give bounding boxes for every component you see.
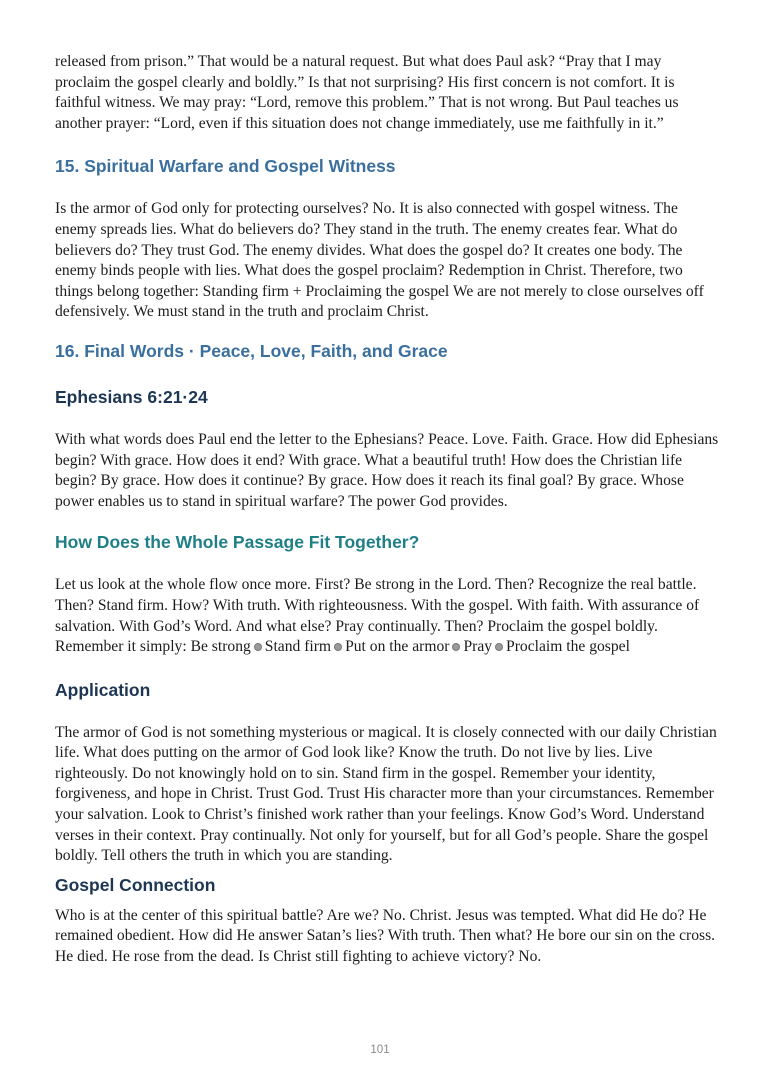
- paragraph-final-words: With what words does Paul end the letter to the Ephesians? Peace. Love. Faith. Grace. How did Ephesians begin? With grace. How does it end? With grace. What a beautiful truth! How does the Christian life begin? By grace. How does it continue? By grace. How does it reach its final goal? By grace. Whose power enables us to stand in spiritual warfare? The power God provides.: [55, 430, 719, 510]
- paragraph-prison-prayer: released from prison.” That would be a natural request. But what does Paul ask? “Pray that I may proclaim the gospel clearly and boldly.” Is that not surprising? His first concern is not comfort. It is faithful witness. We may pray: “Lord, remove this problem.” That is not wrong. But Paul teaches us another prayer: “Lord, even if this situation does not change immediately, use me faithfully in it.”: [55, 53, 679, 132]
- page-number: 101: [370, 1044, 390, 1056]
- flow-step-1: Be strong: [190, 638, 251, 656]
- paragraph-whole-passage: [55, 575, 720, 657]
- flow-step-4: Pray: [463, 638, 493, 656]
- paragraph-spiritual-warfare: Is the armor of God only for protecting ourselves? No. It is also connected with gospel witness. The enemy spreads lies. What do believers do? They stand in the truth. The enemy creates fear. What do believers do? They trust God. The enemy divides. What does the gospel do? It creates one body. The enemy binds people with lies. What does the gospel proclaim? Redemption in Christ. Therefore, two things belong together: Standing firm + Proclaiming the gospel We are not merely to close ourselves off defensively. We must stand in the truth and proclaim Christ.: [55, 200, 704, 321]
- paragraph-gospel-connection: Who is at the center of this spiritual battle? Are we? No. Christ. Jesus was tempted. What did He do? He remained obedient. How did He answer Satan’s lies? With truth. Then what? He bore our sin on the cross. He died. He rose from the dead. Is Christ still fighting to achieve victory? No.: [55, 906, 716, 966]
- bullet-icon: [334, 643, 342, 651]
- paragraph-application: The armor of God is not something mysterious or magical. It is closely connected with our daily Christian life. What does putting on the armor of God look like? Know the truth. Do not live by lies. Live righteously. Do not knowingly hold on to sin. Stand firm in the gospel. Remember your identity, forgiveness, and hope in Christ. Trust God. Trust His character more than your circumstances. Remember your salvation. Look to Christ’s finished work rather than your feelings. Know God’s Word. Understand verses in their context. Pray continually. Not only for yourself, but for all God’s people. Share the gospel boldly. Tell others the truth in which you are standing.: [55, 723, 717, 865]
- flow-step-5: Proclaim the gospel: [506, 638, 630, 656]
- flow-step-3: Put on the armor: [345, 638, 450, 656]
- heading-section-16: 16. Final Words · Peace, Love, Faith, and Grace: [55, 340, 448, 361]
- heading-application: Application: [55, 679, 151, 700]
- page-body: [55, 52, 720, 968]
- heading-section-15: 15. Spiritual Warfare and Gospel Witness: [55, 156, 396, 177]
- heading-gospel-connection: Gospel Connection: [55, 874, 216, 895]
- whole-passage-intro: Let us look at the whole flow once more. First? Be strong in the Lord. Then? Recognize the real battle. Then? Stand firm. How? With truth. With righteousness. With the gospel. With faith. With assurance of salvation. With God’s Word. And what else? Pray continually. Then? Proclaim the gospel boldly. Remember it simply:: [55, 576, 700, 656]
- bullet-icon: [254, 643, 262, 651]
- bullet-icon: [495, 643, 503, 651]
- bullet-icon: [452, 643, 460, 651]
- flow-step-2: Stand firm: [264, 638, 332, 656]
- heading-whole-passage: How Does the Whole Passage Fit Together?: [55, 532, 420, 553]
- subheading-ephesians-reference: Ephesians 6:21·24: [55, 386, 208, 407]
